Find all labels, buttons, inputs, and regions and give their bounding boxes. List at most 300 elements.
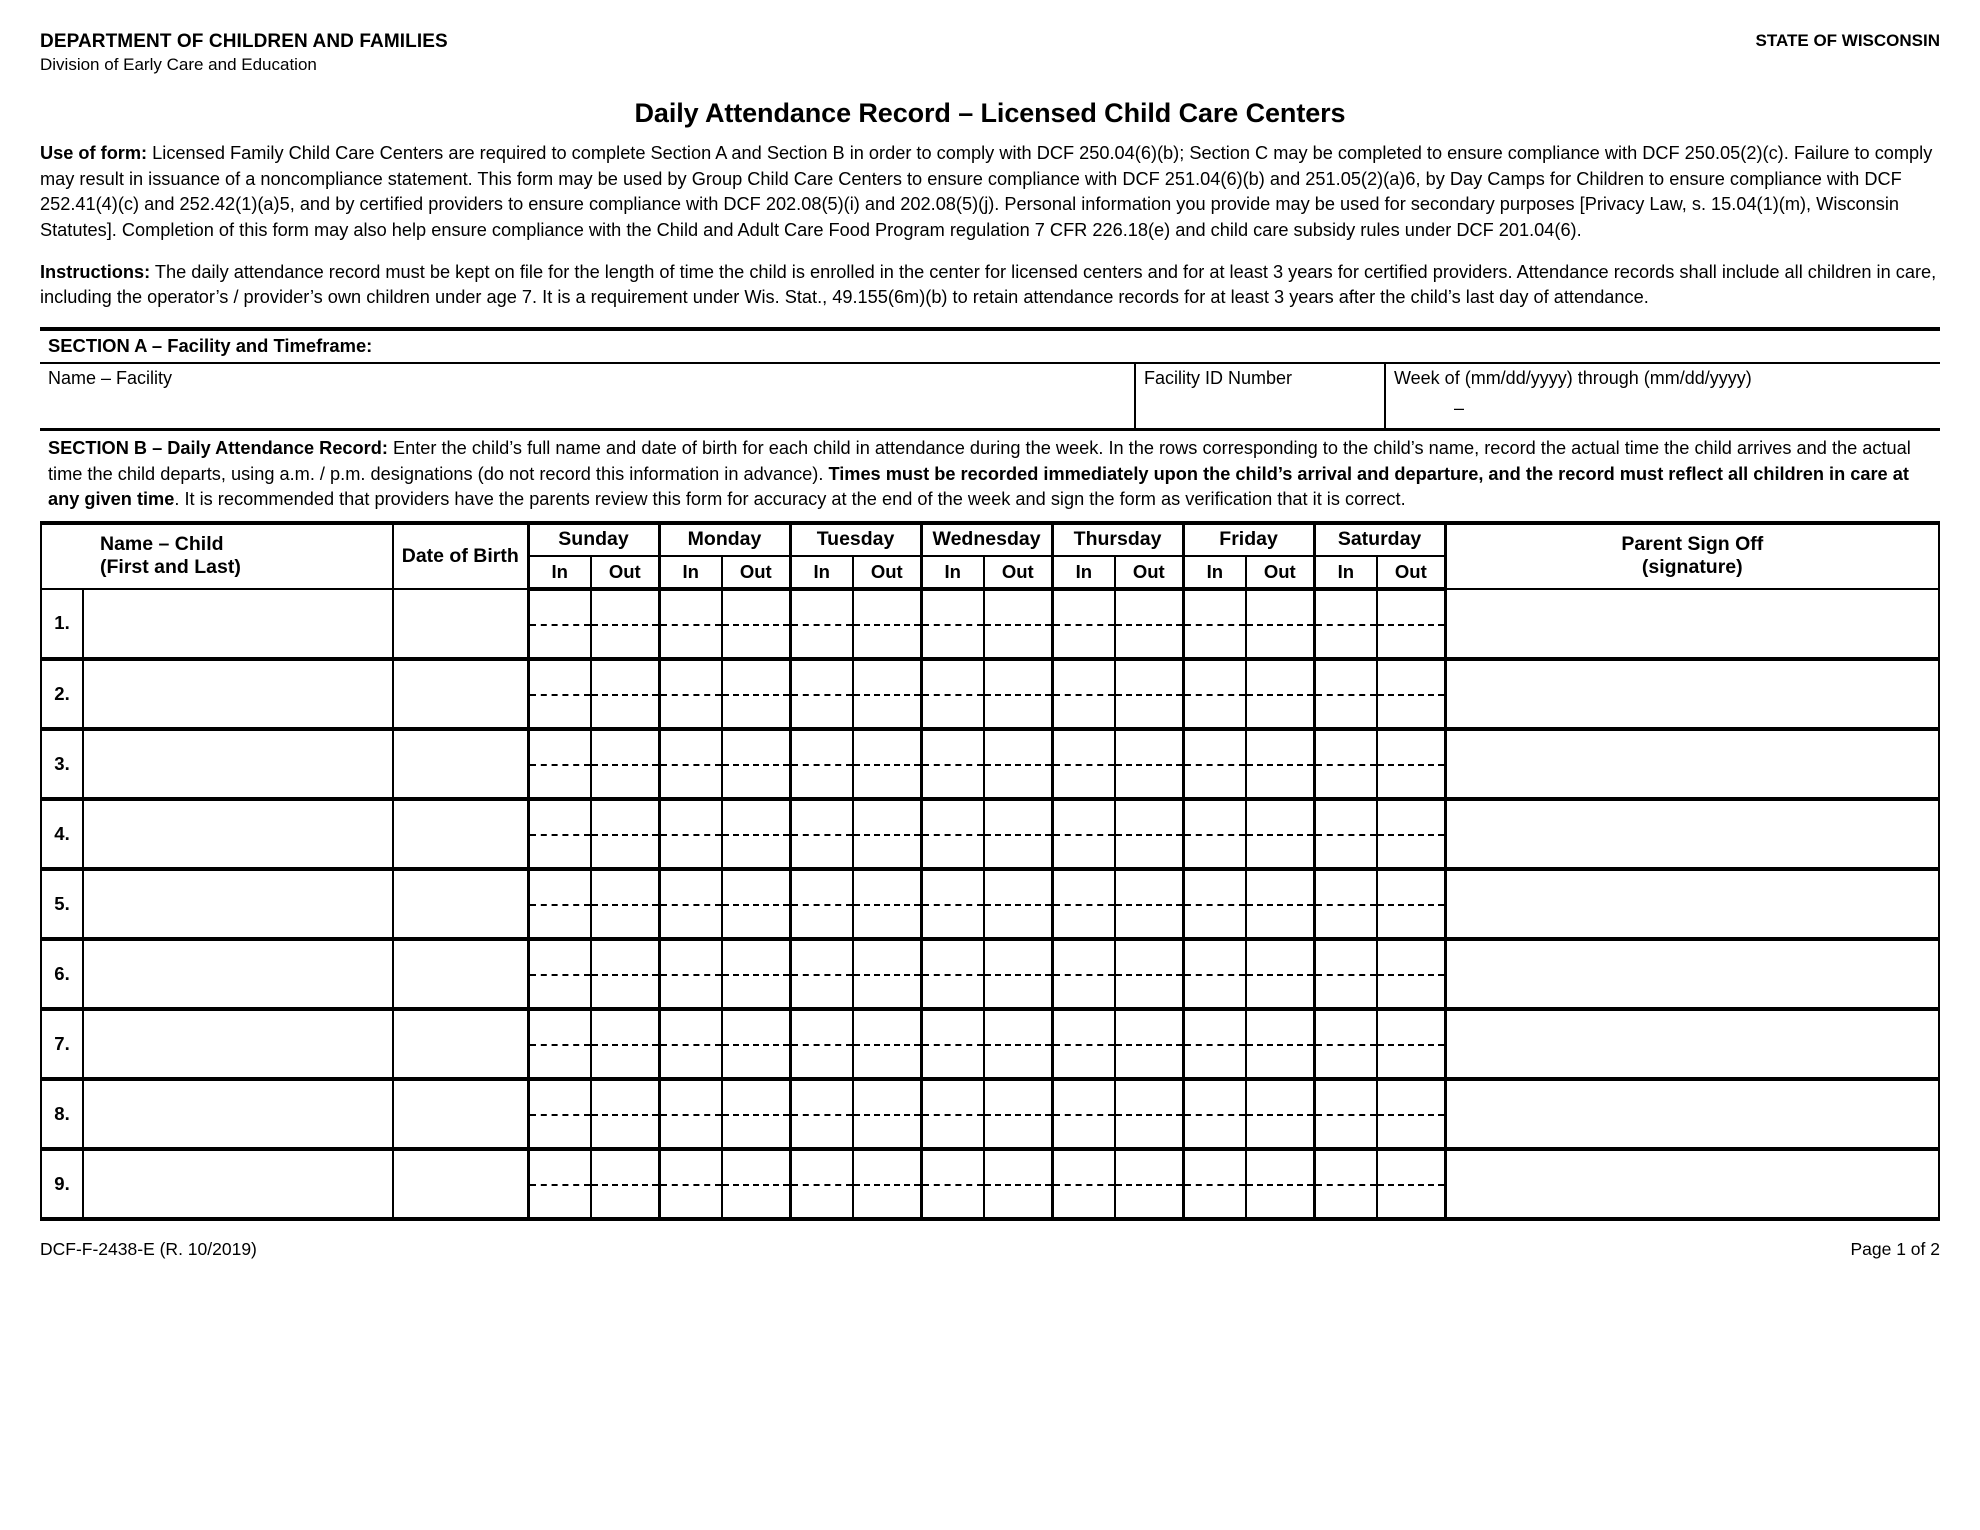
entry-divider [985,764,1051,766]
sunday-out-input[interactable] [591,589,659,659]
entry-divider [792,1184,853,1186]
wednesday-out-input[interactable] [984,869,1052,939]
entry-divider [792,904,853,906]
entry-divider [1185,1184,1246,1186]
monday-out-input[interactable] [722,1149,790,1219]
tuesday-out-input[interactable] [853,939,921,1009]
entry-divider [1316,1184,1377,1186]
header-day-saturday: Saturday [1314,523,1445,556]
monday-out-input[interactable] [722,1079,790,1149]
entry-divider [923,1184,984,1186]
sunday-out-input[interactable] [591,659,659,729]
child-name-input[interactable] [83,729,393,799]
wednesday-out-input[interactable] [984,729,1052,799]
entry-divider [1185,834,1246,836]
entry-divider [923,1044,984,1046]
entry-divider [985,904,1051,906]
tuesday-in-input[interactable] [790,729,853,799]
parent-signature-input[interactable] [1445,939,1939,1009]
header-name-child-line1: Name – Child [100,532,224,555]
entry-divider [1054,834,1115,836]
parent-signature-input[interactable] [1445,589,1939,659]
monday-in-input[interactable] [659,869,722,939]
child-name-input[interactable] [83,799,393,869]
entry-divider [1378,834,1444,836]
entry-divider [923,974,984,976]
header-name-child-line2: (First and Last) [100,556,241,579]
parent-signature-input[interactable] [1445,1009,1939,1079]
parent-signature-input[interactable] [1445,729,1939,799]
monday-out-input[interactable] [722,729,790,799]
entry-divider [661,974,722,976]
friday-out-input[interactable] [1246,729,1314,799]
header-in-wednesday: In [921,556,984,589]
entry-divider [530,764,591,766]
parent-signature-input[interactable] [1445,1079,1939,1149]
entry-divider [923,764,984,766]
date-of-birth-input[interactable] [393,589,528,659]
entry-divider [1054,764,1115,766]
entry-divider [923,904,984,906]
week-of-label: Week of (mm/dd/yyyy) through (mm/dd/yyyy) [1394,367,1752,388]
tuesday-out-input[interactable] [853,799,921,869]
monday-out-input[interactable] [722,939,790,1009]
monday-in-input[interactable] [659,729,722,799]
entry-divider [661,834,722,836]
section-a-fields [40,364,1940,431]
header-day-wednesday: Wednesday [921,523,1052,556]
monday-in-input[interactable] [659,939,722,1009]
friday-out-input[interactable] [1246,1009,1314,1079]
date-of-birth-input[interactable] [393,799,528,869]
table-row [41,799,1939,869]
entry-divider [592,1184,658,1186]
wednesday-in-input[interactable] [921,659,984,729]
instructions-paragraph [40,260,1940,311]
wednesday-in-input[interactable] [921,1149,984,1219]
saturday-out-input[interactable] [1377,1079,1445,1149]
parent-signature-input[interactable] [1445,1149,1939,1219]
entry-divider [530,1184,591,1186]
header-day-friday: Friday [1183,523,1314,556]
division-name: Division of Early Care and Education [40,54,317,74]
sunday-out-input[interactable] [591,939,659,1009]
wednesday-out-input[interactable] [984,1149,1052,1219]
header-date-of-birth: Date of Birth [393,523,528,589]
monday-out-input[interactable] [722,1009,790,1079]
entry-divider [661,764,722,766]
tuesday-out-input[interactable] [853,1009,921,1079]
tuesday-in-input[interactable] [790,659,853,729]
monday-in-input[interactable] [659,1149,722,1219]
facility-id-field[interactable] [1136,364,1386,428]
entry-divider [723,904,789,906]
entry-divider [1316,834,1377,836]
thursday-in-input[interactable] [1052,869,1115,939]
entry-divider [1116,694,1182,696]
thursday-in-input[interactable] [1052,939,1115,1009]
header-day-thursday: Thursday [1052,523,1183,556]
date-of-birth-input[interactable] [393,869,528,939]
saturday-in-input[interactable] [1314,729,1377,799]
entry-divider [1378,904,1444,906]
monday-in-input[interactable] [659,589,722,659]
thursday-in-input[interactable] [1052,1149,1115,1219]
tuesday-out-input[interactable] [853,729,921,799]
section-b-bold-1: Times must be recorded immediately upon the child’s arrival and departure, and the record must reflect all children in care at any given time [48,463,1909,510]
attendance-table [40,521,1940,1221]
wednesday-out-input[interactable] [984,659,1052,729]
thursday-out-input[interactable] [1115,939,1183,1009]
table-row [41,1079,1939,1149]
friday-out-input[interactable] [1246,1079,1314,1149]
entry-divider [1378,1114,1444,1116]
date-of-birth-input[interactable] [393,939,528,1009]
entry-divider [661,624,722,626]
entry-divider [1054,624,1115,626]
table-header-row-days [41,523,1939,556]
saturday-out-input[interactable] [1377,799,1445,869]
friday-out-input[interactable] [1246,659,1314,729]
monday-out-input[interactable] [722,799,790,869]
header-out-monday: Out [722,556,790,589]
wednesday-out-input[interactable] [984,589,1052,659]
tuesday-in-input[interactable] [790,589,853,659]
entry-divider [792,1114,853,1116]
date-of-birth-input[interactable] [393,1079,528,1149]
saturday-in-input[interactable] [1314,1149,1377,1219]
entry-divider [854,624,920,626]
friday-out-input[interactable] [1246,1149,1314,1219]
thursday-out-input[interactable] [1115,589,1183,659]
thursday-in-input[interactable] [1052,589,1115,659]
tuesday-in-input[interactable] [790,1009,853,1079]
parent-signature-input[interactable] [1445,799,1939,869]
thursday-out-input[interactable] [1115,729,1183,799]
entry-divider [723,834,789,836]
week-of-field[interactable] [1386,364,1940,428]
thursday-in-input[interactable] [1052,659,1115,729]
saturday-in-input[interactable] [1314,1079,1377,1149]
header-in-thursday: In [1052,556,1115,589]
friday-out-input[interactable] [1246,589,1314,659]
sunday-out-input[interactable] [591,1009,659,1079]
attendance-table-head [41,523,1939,589]
entry-divider [1247,694,1313,696]
tuesday-out-input[interactable] [853,1149,921,1219]
child-name-input[interactable] [83,869,393,939]
entry-divider [1247,1044,1313,1046]
entry-divider [723,624,789,626]
friday-in-input[interactable] [1183,1079,1246,1149]
entry-divider [1185,974,1246,976]
entry-divider [530,694,591,696]
entry-divider [1316,1114,1377,1116]
saturday-in-input[interactable] [1314,869,1377,939]
instructions-label: Instructions: [40,261,151,282]
entry-divider [854,904,920,906]
header-in-monday: In [659,556,722,589]
document-header [40,30,1940,82]
monday-in-input[interactable] [659,799,722,869]
form-id: DCF-F-2438-E (R. 10/2019) [40,1238,257,1259]
entry-divider [1185,694,1246,696]
thursday-out-input[interactable] [1115,799,1183,869]
entry-divider [592,1044,658,1046]
friday-out-input[interactable] [1246,939,1314,1009]
entry-divider [985,1044,1051,1046]
entry-divider [792,834,853,836]
table-row [41,939,1939,1009]
entry-divider [661,1114,722,1116]
sunday-out-input[interactable] [591,1079,659,1149]
section-a-heading: SECTION A – Facility and Timeframe: [40,331,1940,364]
friday-in-input[interactable] [1183,939,1246,1009]
saturday-out-input[interactable] [1377,659,1445,729]
table-row [41,659,1939,729]
entry-divider [854,1184,920,1186]
thursday-in-input[interactable] [1052,1009,1115,1079]
table-row [41,1009,1939,1079]
thursday-in-input[interactable] [1052,1079,1115,1149]
monday-out-input[interactable] [722,589,790,659]
friday-out-input[interactable] [1246,799,1314,869]
wednesday-in-input[interactable] [921,1009,984,1079]
entry-divider [1116,624,1182,626]
wednesday-in-input[interactable] [921,1079,984,1149]
entry-divider [1378,974,1444,976]
child-name-input[interactable] [83,589,393,659]
parent-signature-input[interactable] [1445,659,1939,729]
header-in-tuesday: In [790,556,853,589]
child-name-input[interactable] [83,1149,393,1219]
entry-divider [592,974,658,976]
wednesday-in-input[interactable] [921,589,984,659]
thursday-out-input[interactable] [1115,869,1183,939]
row-number: 1. [41,589,83,659]
entry-divider [1116,904,1182,906]
sunday-in-input[interactable] [528,1149,591,1219]
entry-divider [530,834,591,836]
sunday-in-input[interactable] [528,589,591,659]
saturday-out-input[interactable] [1377,589,1445,659]
entry-divider [723,1044,789,1046]
entry-divider [1054,1044,1115,1046]
sunday-in-input[interactable] [528,729,591,799]
saturday-in-input[interactable] [1314,1009,1377,1079]
header-out-sunday: Out [591,556,659,589]
section-b-text-2: . It is recommended that providers have the parents review this form for accuracy at the end of the week and sign the form as verification that it is correct. [174,489,1406,510]
entry-divider [854,1044,920,1046]
header-parent-sign-off [1445,523,1939,589]
tuesday-in-input[interactable] [790,939,853,1009]
monday-out-input[interactable] [722,869,790,939]
entry-divider [661,1184,722,1186]
entry-divider [1247,1184,1313,1186]
entry-divider [985,624,1051,626]
tuesday-out-input[interactable] [853,1079,921,1149]
date-of-birth-input[interactable] [393,1009,528,1079]
entry-divider [985,1114,1051,1116]
table-row [41,589,1939,659]
sunday-in-input[interactable] [528,1009,591,1079]
use-of-form-paragraph [40,141,1940,244]
table-row [41,869,1939,939]
thursday-out-input[interactable] [1115,1149,1183,1219]
saturday-in-input[interactable] [1314,939,1377,1009]
entry-divider [1054,904,1115,906]
saturday-out-input[interactable] [1377,869,1445,939]
entry-divider [1378,694,1444,696]
entry-divider [923,1114,984,1116]
table-row [41,729,1939,799]
entry-divider [1247,974,1313,976]
child-name-input[interactable] [83,939,393,1009]
sunday-in-input[interactable] [528,869,591,939]
entry-divider [723,694,789,696]
entry-divider [661,1044,722,1046]
facility-name-field[interactable] [40,364,1136,428]
friday-in-input[interactable] [1183,1009,1246,1079]
tuesday-in-input[interactable] [790,869,853,939]
row-number: 6. [41,939,83,1009]
entry-divider [530,1114,591,1116]
entry-divider [592,624,658,626]
facility-id-label: Facility ID Number [1144,367,1293,388]
monday-out-input[interactable] [722,659,790,729]
entry-divider [530,1044,591,1046]
friday-in-input[interactable] [1183,729,1246,799]
entry-divider [1316,764,1377,766]
header-day-monday: Monday [659,523,790,556]
monday-in-input[interactable] [659,1009,722,1079]
entry-divider [592,1114,658,1116]
entry-divider [1247,1114,1313,1116]
sunday-in-input[interactable] [528,1079,591,1149]
child-name-input[interactable] [83,659,393,729]
sunday-out-input[interactable] [591,729,659,799]
date-of-birth-input[interactable] [393,659,528,729]
header-in-friday: In [1183,556,1246,589]
entry-divider [792,624,853,626]
entry-divider [985,834,1051,836]
friday-out-input[interactable] [1246,869,1314,939]
header-day-tuesday: Tuesday [790,523,921,556]
parent-signature-input[interactable] [1445,869,1939,939]
entry-divider [792,764,853,766]
entry-divider [792,694,853,696]
wednesday-in-input[interactable] [921,799,984,869]
entry-divider [1378,1184,1444,1186]
thursday-in-input[interactable] [1052,729,1115,799]
wednesday-out-input[interactable] [984,939,1052,1009]
wednesday-out-input[interactable] [984,1079,1052,1149]
row-number: 8. [41,1079,83,1149]
tuesday-out-input[interactable] [853,589,921,659]
attendance-table-body [41,589,1939,1219]
entry-divider [1054,1184,1115,1186]
friday-in-input[interactable] [1183,799,1246,869]
friday-in-input[interactable] [1183,589,1246,659]
wednesday-out-input[interactable] [984,1009,1052,1079]
entry-divider [530,974,591,976]
saturday-in-input[interactable] [1314,589,1377,659]
entry-divider [854,694,920,696]
saturday-in-input[interactable] [1314,799,1377,869]
date-of-birth-input[interactable] [393,1149,528,1219]
entry-divider [1116,1184,1182,1186]
tuesday-in-input[interactable] [790,799,853,869]
child-name-input[interactable] [83,1009,393,1079]
entry-divider [1116,974,1182,976]
monday-in-input[interactable] [659,1079,722,1149]
entry-divider [1247,904,1313,906]
entry-divider [792,1044,853,1046]
entry-divider [1116,764,1182,766]
wednesday-in-input[interactable] [921,729,984,799]
tuesday-out-input[interactable] [853,869,921,939]
saturday-out-input[interactable] [1377,1009,1445,1079]
saturday-out-input[interactable] [1377,1149,1445,1219]
tuesday-out-input[interactable] [853,659,921,729]
sunday-out-input[interactable] [591,869,659,939]
sunday-in-input[interactable] [528,659,591,729]
entry-divider [1247,834,1313,836]
thursday-out-input[interactable] [1115,1009,1183,1079]
date-of-birth-input[interactable] [393,729,528,799]
friday-in-input[interactable] [1183,869,1246,939]
entry-divider [1054,694,1115,696]
friday-in-input[interactable] [1183,659,1246,729]
saturday-in-input[interactable] [1314,659,1377,729]
saturday-out-input[interactable] [1377,729,1445,799]
entry-divider [1378,764,1444,766]
entry-divider [530,904,591,906]
entry-divider [723,764,789,766]
row-number: 5. [41,869,83,939]
wednesday-in-input[interactable] [921,869,984,939]
tuesday-in-input[interactable] [790,1079,853,1149]
child-name-input[interactable] [83,1079,393,1149]
sunday-in-input[interactable] [528,939,591,1009]
entry-divider [1185,1044,1246,1046]
thursday-out-input[interactable] [1115,1079,1183,1149]
wednesday-in-input[interactable] [921,939,984,1009]
entry-divider [1316,974,1377,976]
week-of-value: – [1454,397,1465,418]
entry-divider [985,694,1051,696]
monday-in-input[interactable] [659,659,722,729]
sunday-out-input[interactable] [591,799,659,869]
entry-divider [1054,1114,1115,1116]
entry-divider [592,834,658,836]
entry-divider [1247,764,1313,766]
document-footer [40,1221,1940,1260]
thursday-in-input[interactable] [1052,799,1115,869]
entry-divider [723,974,789,976]
agency-block [40,30,448,75]
sunday-out-input[interactable] [591,1149,659,1219]
sunday-in-input[interactable] [528,799,591,869]
agency-name: DEPARTMENT OF CHILDREN AND FAMILIES [40,31,448,52]
tuesday-in-input[interactable] [790,1149,853,1219]
wednesday-out-input[interactable] [984,799,1052,869]
thursday-out-input[interactable] [1115,659,1183,729]
saturday-out-input[interactable] [1377,939,1445,1009]
entry-divider [854,834,920,836]
section-b-heading: SECTION B – Daily Attendance Record: [48,437,388,458]
friday-in-input[interactable] [1183,1149,1246,1219]
